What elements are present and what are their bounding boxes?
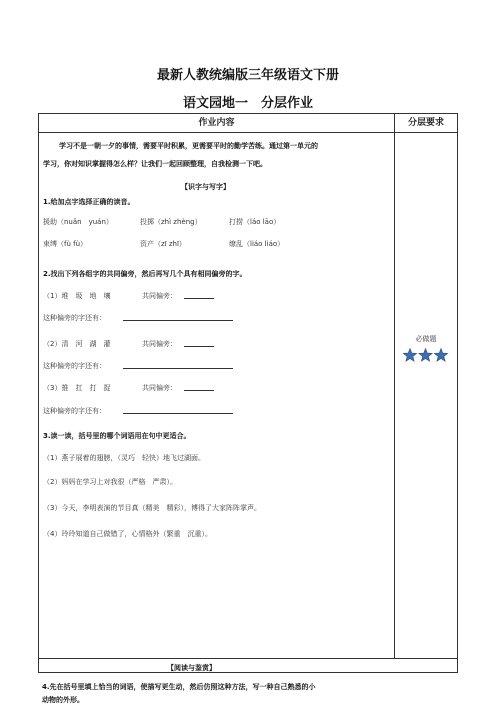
header-content: 作业内容 [39, 114, 395, 132]
answer-blank[interactable] [123, 406, 233, 416]
question-3: 3.读一读，括号里的哪个词语用在句中更适合。 [43, 432, 191, 440]
q1-item: 投掷（zhì zhèng） [140, 218, 202, 226]
intro-line-2: 学习，你对知识掌握得怎么样？让我们一起回顾整理，自我检测一下吧。 [43, 160, 267, 168]
star-icon-group [403, 348, 449, 362]
star-icon [403, 349, 416, 362]
q2-more-label: 这种偏旁的字还有： [43, 314, 106, 322]
q2-group-chars: （2）清 河 湖 灌 [43, 340, 111, 348]
q2-group-chars: （1）堆 圾 地 壤 [43, 292, 111, 300]
section-literacy: 【识字与写字】 [181, 183, 230, 191]
intro-line-1: 学习不是一朝一夕的事情，需要平时积累，更需要平时的勤学苦练。通过第一单元的 [59, 142, 318, 150]
difficulty-stars [395, 347, 457, 366]
question-4-line-2: 动物的外形。 [42, 696, 84, 704]
document-subtitle: 语文园地一 分层作业 [182, 96, 313, 111]
q1-item: 援助（nuǎn yuán） [43, 218, 113, 226]
required-label: 必做题 [415, 335, 437, 343]
q2-group-chars: （3）推 扛 打 捉 [43, 384, 111, 392]
q1-item: 束缚（fù fù） [43, 240, 88, 248]
q1-item: 缭乱（liáo liáo） [229, 240, 285, 248]
q2-common-label: 共同偏旁： [142, 292, 177, 300]
answer-blank[interactable] [184, 383, 214, 393]
table-header [39, 114, 457, 133]
q2-common-label: 共同偏旁： [142, 340, 177, 348]
column-divider [394, 132, 395, 658]
q3-item: （3）今天，李明表演的节目真（精美 精彩），博得了大家阵阵掌声。 [43, 504, 261, 512]
answer-blank[interactable] [123, 361, 233, 371]
q2-more-label: 这种偏旁的字还有： [43, 407, 106, 415]
q1-item: 资产（zī zhī） [140, 240, 186, 248]
q3-item: （1）燕子展着的翅膀，（灵巧 轻快）地飞过湖面。 [43, 454, 205, 462]
answer-blank[interactable] [184, 291, 214, 301]
star-icon [434, 349, 447, 362]
homework-table [38, 113, 458, 673]
header-level: 分层要求 [407, 118, 444, 128]
q3-item: （4）玲玲知道自己做错了，心情格外（繁重 沉重）。 [43, 530, 212, 538]
answer-blank[interactable] [123, 313, 233, 323]
row-divider [39, 658, 457, 659]
answer-blank[interactable] [184, 339, 214, 349]
q3-item: （2）妈妈在学习上对我很（严格 严肃）。 [43, 478, 177, 486]
question-4-line-1: 4.先在括号里填上恰当的词语，使描写更生动，然后仿照这种方法，写一种自己熟悉的小 [42, 683, 316, 691]
q2-more-label: 这种偏旁的字还有： [43, 362, 106, 370]
q2-common-label: 共同偏旁： [142, 384, 177, 392]
question-2: 2.找出下列各组字的共同偏旁，然后再写几个具有相同偏旁的字。 [43, 270, 247, 278]
question-1: 1.给加点字选择正确的读音。 [43, 198, 135, 206]
q1-item: 打捞（láo lāo） [229, 218, 281, 226]
star-icon [419, 349, 432, 362]
document-title: 最新人教统编版三年级语文下册 [156, 68, 339, 83]
section-reading: 【阅读与鉴赏】 [167, 664, 216, 672]
